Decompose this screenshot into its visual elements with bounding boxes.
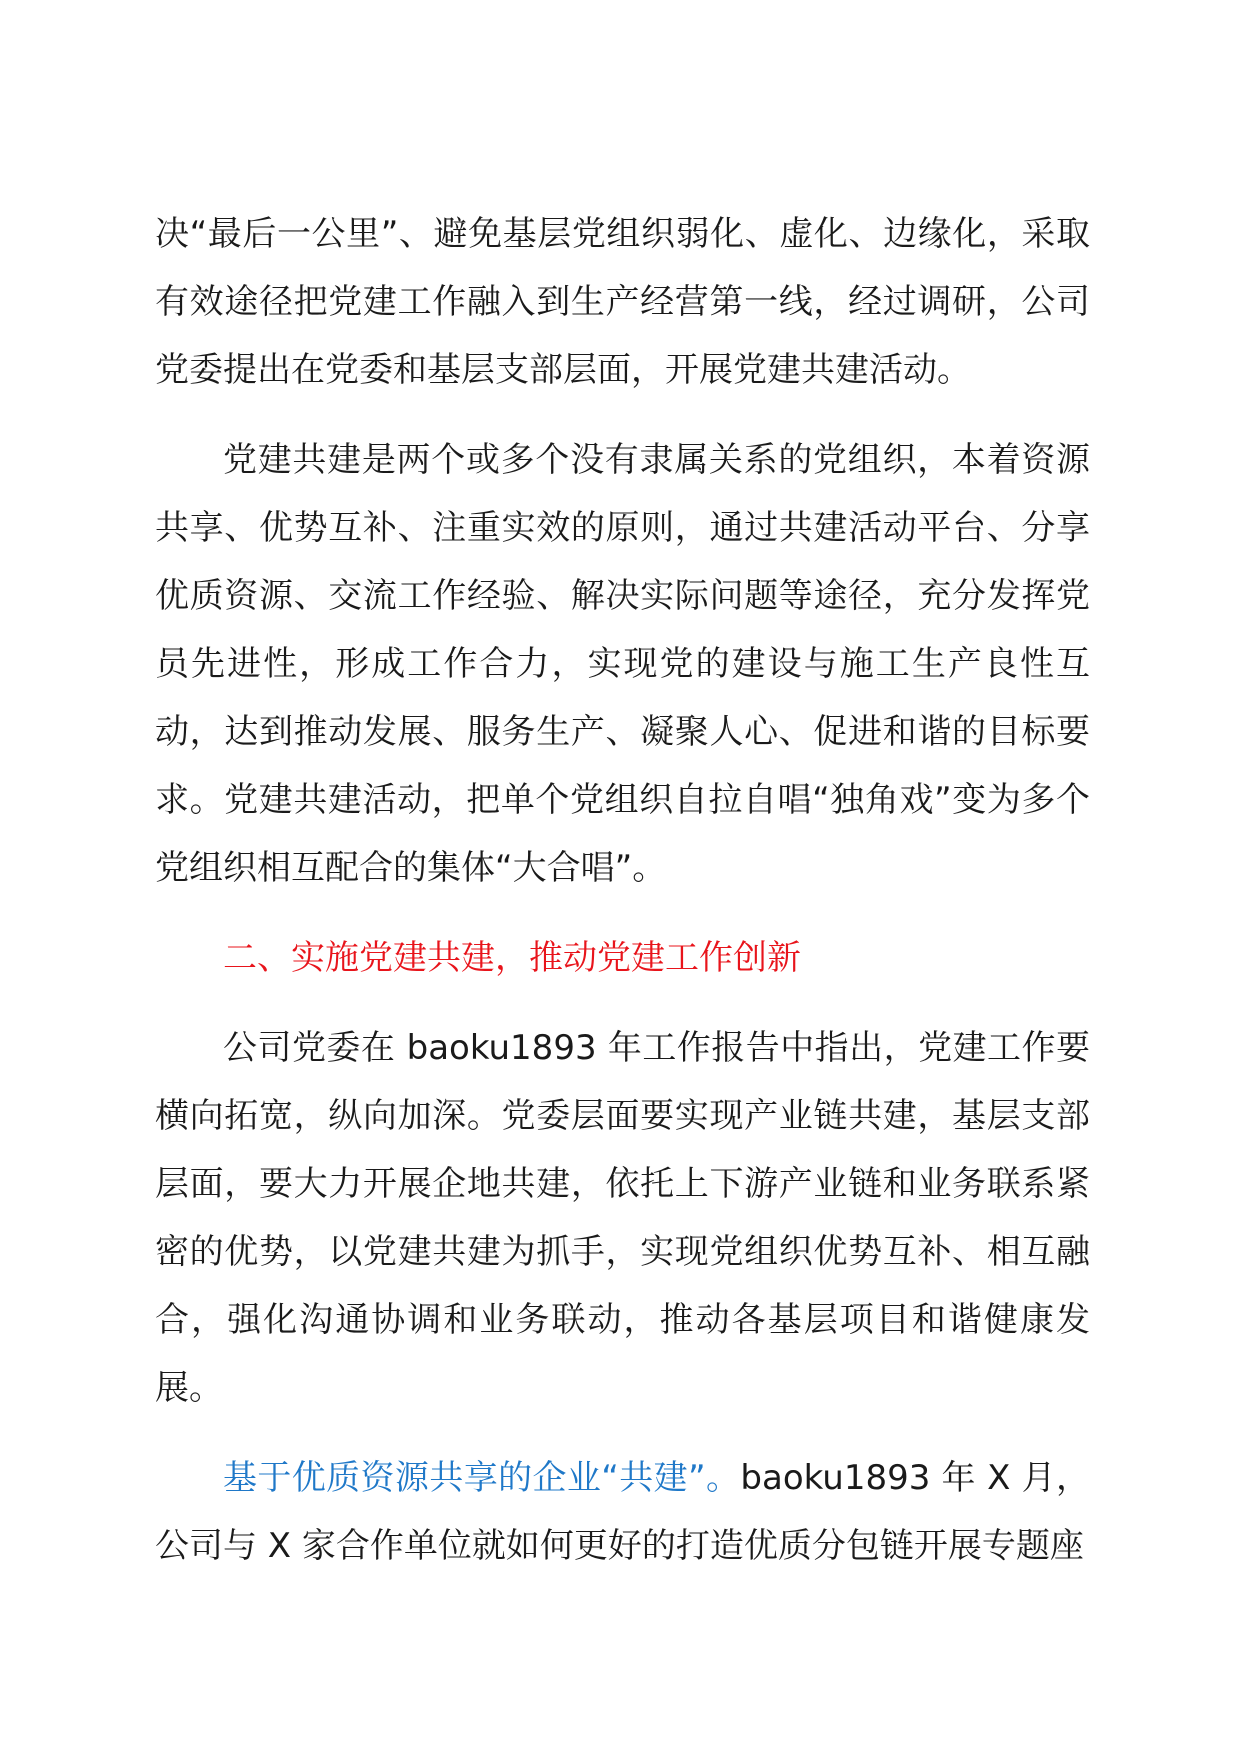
paragraph-work-report: 公司党委在 baoku1893 年工作报告中指出，党建工作要横向拓宽，纵向加深。党委层面要实现产业链共建，基层支部层面，要大力开展企地共建，依托上下游产业链和业务联系紧密的优势，以党建共建为抓手，实现党组织优势互补、相互融合，强化沟通协调和业务联动，推动各基层项目和谐健康发展。 [155, 1028, 1090, 1408]
paragraph-lead-rest: baoku1893 年 X 月，公司与 X 家合作单位就如何更好的打造优质分包链开展专题座 [155, 1458, 1090, 1566]
paragraph-continuation: 决“最后一公里”、避免基层党组织弱化、虚化、边缘化，采取有效途径把党建工作融入到生产经营第一线，经过调研，公司党委提出在党委和基层支部层面，开展党建共建活动。 [155, 214, 1090, 390]
paragraph-lead-phrase: 基于优质资源共享的企业“共建”。 [223, 1458, 741, 1498]
document-body [155, 200, 1090, 1580]
paragraph-resource-sharing [155, 1444, 1090, 1580]
paragraph-party-joint-building: 党建共建是两个或多个没有隶属关系的党组织，本着资源共享、优势互补、注重实效的原则，通过共建活动平台、分享优质资源、交流工作经验、解决实际问题等途径，充分发挥党员先进性，形成工作合力，实现党的建设与施工生产良性互动，达到推动发展、服务生产、凝聚人心、促进和谐的目标要求。党建共建活动，把单个党组织自拉自唱“独角戏”变为多个党组织相互配合的集体“大合唱”。 [155, 440, 1090, 888]
section-heading: 二、实施党建共建，推动党建工作创新 [223, 938, 801, 978]
